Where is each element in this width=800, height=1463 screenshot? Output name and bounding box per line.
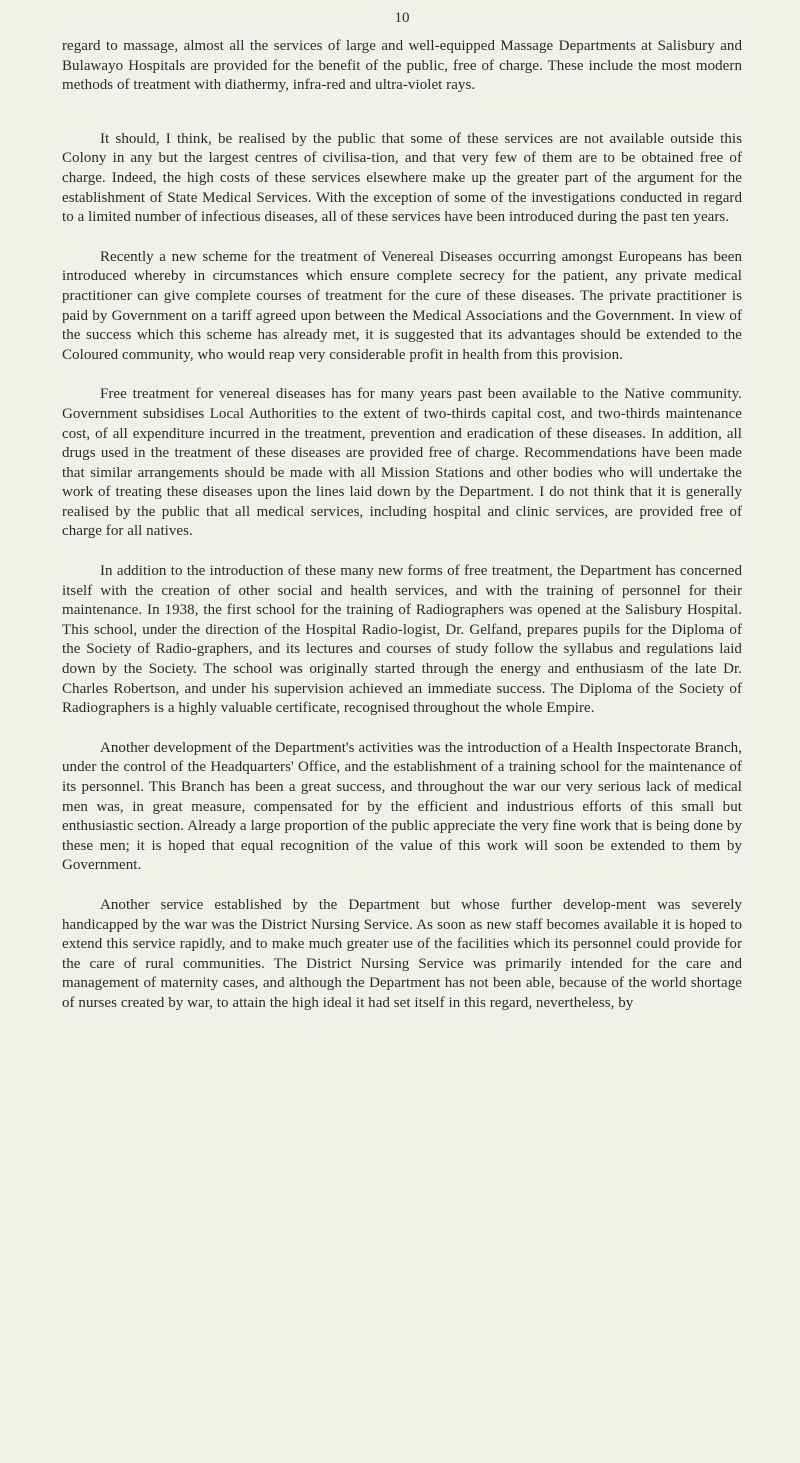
paragraph-massage-departments: regard to massage, almost all the services of large and well-equipped Massage Departments at Salisbury and Bulawayo Hospitals are provided for the benefit of the public, free of charge. These include the most modern methods of treatment with diathermy, infra-red and ultra-violet rays.: [62, 38, 742, 94]
paragraph-native-treatment: Free treatment for venereal diseases has for many years past been available to the Native community. Government subsidises Local Authorities to the extent of two-thirds capital cost, and two-thirds maintenance cost, of all expenditure incurred in the treatment, prevention and eradication of these diseases. In addition, all drugs used in the treatment of these diseases are provided free of charge. Recommendations have been made that similar arrangements should be made with all Mission Stations and other bodies who will undertake the work of treating these diseases upon the lines laid down by the Department. I do not think that it is generally realised by the public that all medical services, including hospital and clinic services, are provided free of charge for all natives.: [62, 386, 742, 540]
paragraph-venereal-disease-europeans: Recently a new scheme for the treatment of Venereal Diseases occurring amongst Europeans has been introduced whereby in circumstances which ensure complete secrecy for the patient, any private medical practitioner can give complete courses of treatment for the cure of these diseases. The private practitioner is paid by Government on a tariff agreed upon between the Medical Associations and the Government. In view of the success which this scheme has already met, it is suggested that its advantages should be extended to the Coloured community, who would reap very considerable profit in health from this provision.: [62, 248, 742, 363]
paragraph-district-nursing: Another service established by the Department but whose further develop-ment was severely handicapped by the war was the District Nursing Service. As soon as new staff becomes available it is hoped to extend this service rapidly, and to make much greater use of the facilities which its personnel could provide for the care of rural communities. The District Nursing Service was primarily intended for the care and management of maternity cases, and although the Department has not been able, because of the world shortage of nurses created by war, to attain the high ideal it had set itself in this regard, nevertheless, by: [62, 896, 742, 1011]
page-number: 10: [394, 10, 410, 26]
paragraph-radiographers-school: In addition to the introduction of these many new forms of free treatment, the Department has concerned itself with the creation of other social and health services, and with the training of personnel for their maintenance. In 1938, the first school for the training of Radiographers was opened at the Salisbury Hospital. This school, under the direction of the Hospital Radio-logist, Dr. Gelfand, prepares pupils for the Diploma of the Society of Radio-graphers, and its lectures and courses of study follow the syllabus and regulations laid down by the Society. The school was originally started through the energy and enthusiasm of the late Dr. Charles Robertson, and under his supervision achieved an immediate success. The Diploma of the Society of Radiographers is a highly valuable certificate, recognised throughout the whole Empire.: [62, 563, 742, 717]
paragraph-health-inspectorate: Another development of the Department's activities was the introduction of a Health Inspectorate Branch, under the control of the Headquarters' Office, and the establishment of a training school for the maintenance of its personnel. This Branch has been a great success, and throughout the war our very serious lack of medical men was, in great measure, compensated for by the efficient and industrious efforts of this small but enthusiastic section. Already a large proportion of the public appreciate the very fine work that is being done by these men; it is hoped that equal recognition of the value of this work will soon be extended to them by Government.: [62, 739, 742, 874]
paragraph-services-availability: It should, I think, be realised by the public that some of these services are not available outside this Colony in any but the largest centres of civilisa-tion, and that very few of them are to be obtained free of charge. Indeed, the high costs of these services elsewhere make up the greater part of the argument for the establishment of State Medical Services. With the exception of some of the investigations conducted in regard to a limited number of infectious diseases, all of these services have been introduced during the past ten years.: [62, 130, 742, 226]
